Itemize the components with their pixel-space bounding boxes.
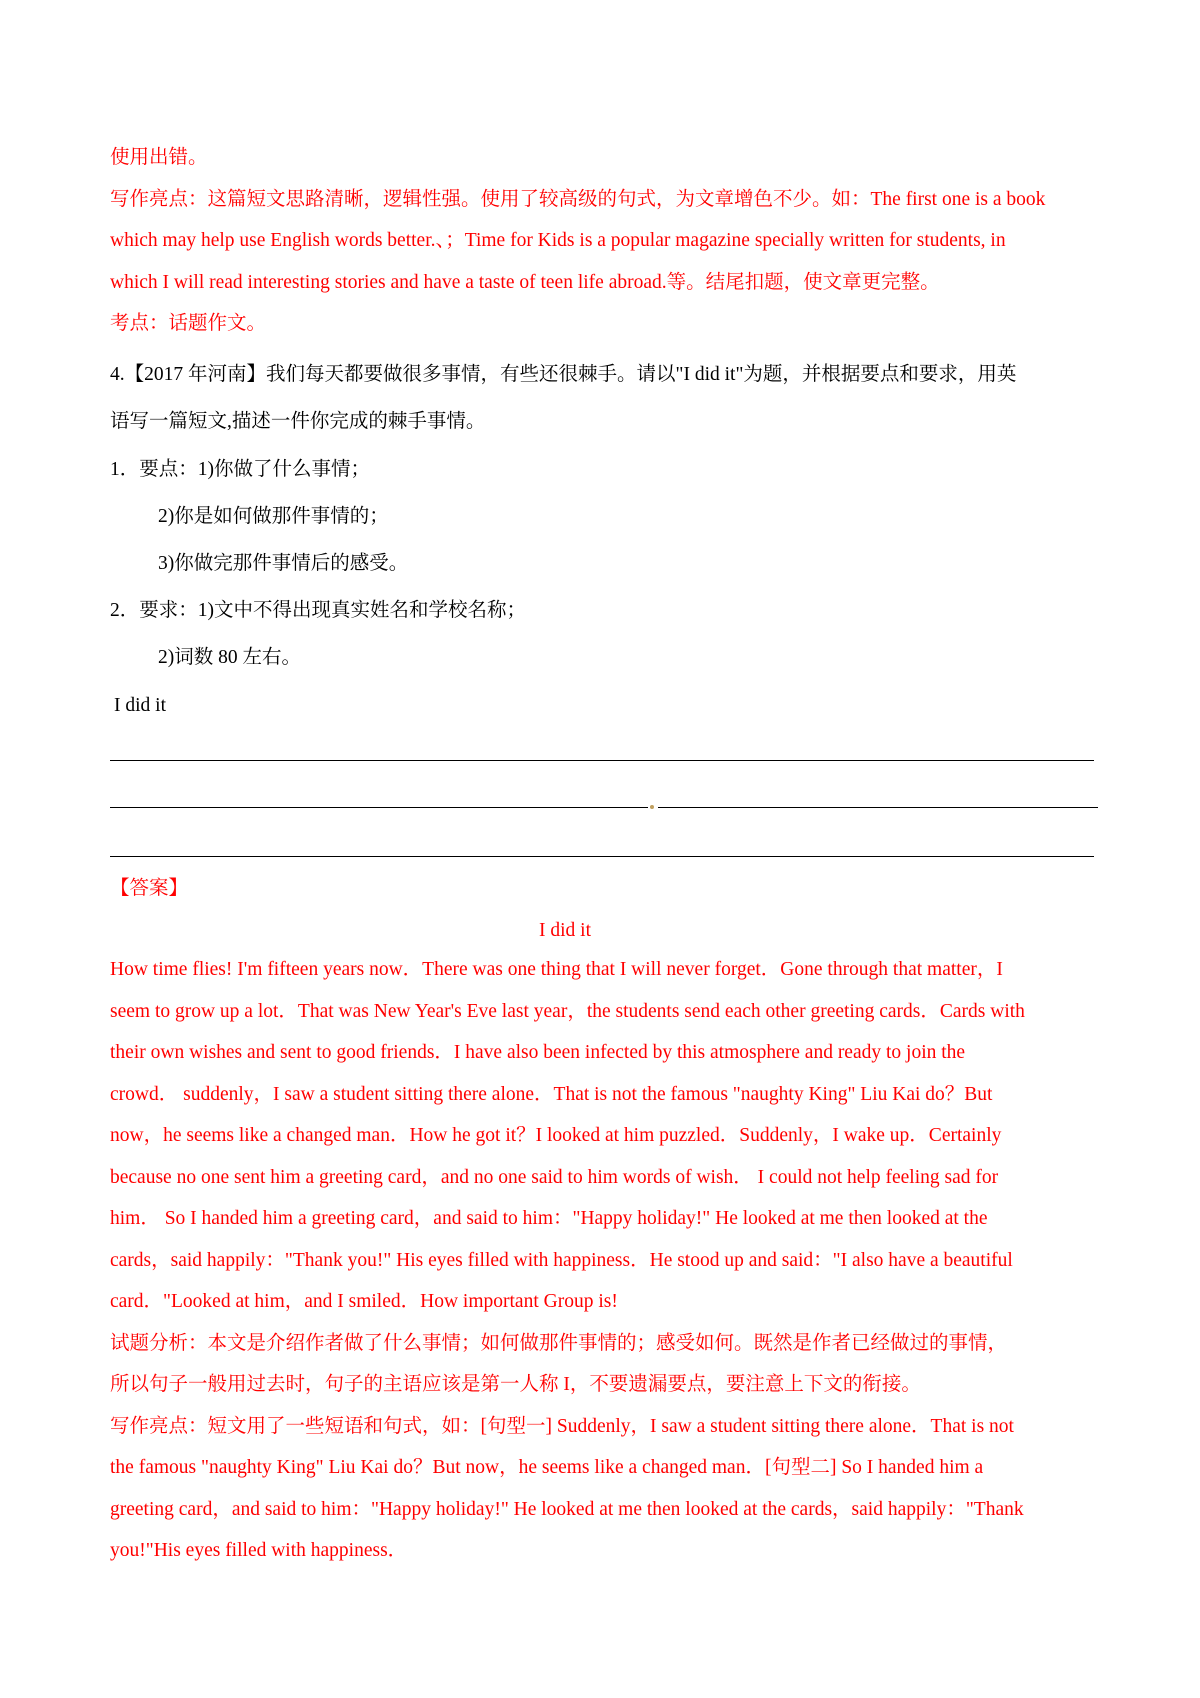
answer-title: I did it bbox=[539, 920, 591, 941]
essay-line: seem to grow up a lot．That was New Year's Eve last year，the students send each other greeting cards．Cards with bbox=[110, 1001, 1025, 1022]
essay-line: card．"Looked at him，and I smiled．How important Group is! bbox=[110, 1291, 618, 1312]
highlight-line: greeting card，and said to him："Happy holiday!" He looked at me then looked at the cards，said happily："Thank bbox=[110, 1499, 1024, 1520]
requirement-2: 2)词数 80 左右。 bbox=[158, 647, 301, 668]
essay-line: their own wishes and sent to good friends．I have also been infected by this atmosphere and ready to join the bbox=[110, 1042, 966, 1063]
highlight-line: the famous "naughty King" Liu Kai do？But now，he seems like a changed man．[句型二] So I handed him a bbox=[110, 1457, 984, 1478]
analysis-line: 试题分析：本文是介绍作者做了什么事情；如何做那件事情的；感受如何。既然是作者已经做过的事情， bbox=[110, 1333, 1008, 1354]
answer-blank-line[interactable] bbox=[658, 807, 1098, 808]
requirements-label: 2．要求：1)文中不得出现真实姓名和学校名称； bbox=[110, 600, 526, 621]
essay-line: crowd． suddenly，I saw a student sitting there alone．That is not the famous "naughty King" Liu Kai do？But bbox=[110, 1084, 993, 1105]
essay-line: How time flies! I'm fifteen years now．There was one thing that I will never forget．Gone through that matter，I bbox=[110, 959, 1003, 980]
prev-highlight-line: which I will read interesting stories and have a taste of teen life abroad.等。结尾扣题，使文章更完整。 bbox=[110, 272, 940, 293]
question-stem-line: 语写一篇短文,描述一件你完成的棘手事情。 bbox=[110, 411, 486, 432]
essay-title-prompt: I did it bbox=[114, 695, 166, 716]
essay-line: him． So I handed him a greeting card，and said to him："Happy holiday!" He looked at me then looked at the bbox=[110, 1208, 988, 1229]
prev-highlight-line: which may help use English words better.、；Time for Kids is a popular magazine specially written for students, in bbox=[110, 230, 1006, 251]
essay-line: cards，said happily："Thank you!" His eyes filled with happiness．He stood up and said："I also have a beautiful bbox=[110, 1250, 1013, 1271]
highlight-line: 写作亮点：短文用了一些短语和句式，如：[句型一] Suddenly，I saw a student sitting there alone．That is not bbox=[110, 1416, 1014, 1437]
points-label: 1．要点：1)你做了什么事情； bbox=[110, 459, 370, 480]
point-2: 2)你是如何做那件事情的； bbox=[158, 506, 389, 527]
analysis-line: 所以句子一般用过去时，句子的主语应该是第一人称 I，不要遗漏要点，要注意上下文的衔接。 bbox=[110, 1374, 921, 1395]
prev-highlight-line: 写作亮点：这篇短文思路清晰，逻辑性强。使用了较高级的句式，为文章增色不少。如：The first one is a book bbox=[110, 189, 1046, 210]
essay-line: now，he seems like a changed man．How he got it？I looked at him puzzled．Suddenly，I wake up．Certainly bbox=[110, 1125, 1002, 1146]
question-stem-line: 4.【2017 年河南】我们每天都要做很多事情，有些还很棘手。请以"I did it"为题，并根据要点和要求，用英 bbox=[110, 364, 1017, 385]
highlight-line: you!"His eyes filled with happiness． bbox=[110, 1540, 408, 1561]
answer-label: 【答案】 bbox=[110, 878, 189, 899]
stray-dot bbox=[650, 805, 654, 809]
point-3: 3)你做完那件事情后的感受。 bbox=[158, 553, 409, 574]
prev-kaodian: 考点：话题作文。 bbox=[110, 313, 267, 334]
prev-analysis-tail: 使用出错。 bbox=[110, 147, 208, 168]
answer-blank-line[interactable] bbox=[110, 807, 648, 808]
essay-line: because no one sent him a greeting card，and no one said to him words of wish． I could not help feeling sad for bbox=[110, 1167, 999, 1188]
answer-blank-line[interactable] bbox=[110, 856, 1094, 857]
answer-blank-line[interactable] bbox=[110, 760, 1094, 761]
